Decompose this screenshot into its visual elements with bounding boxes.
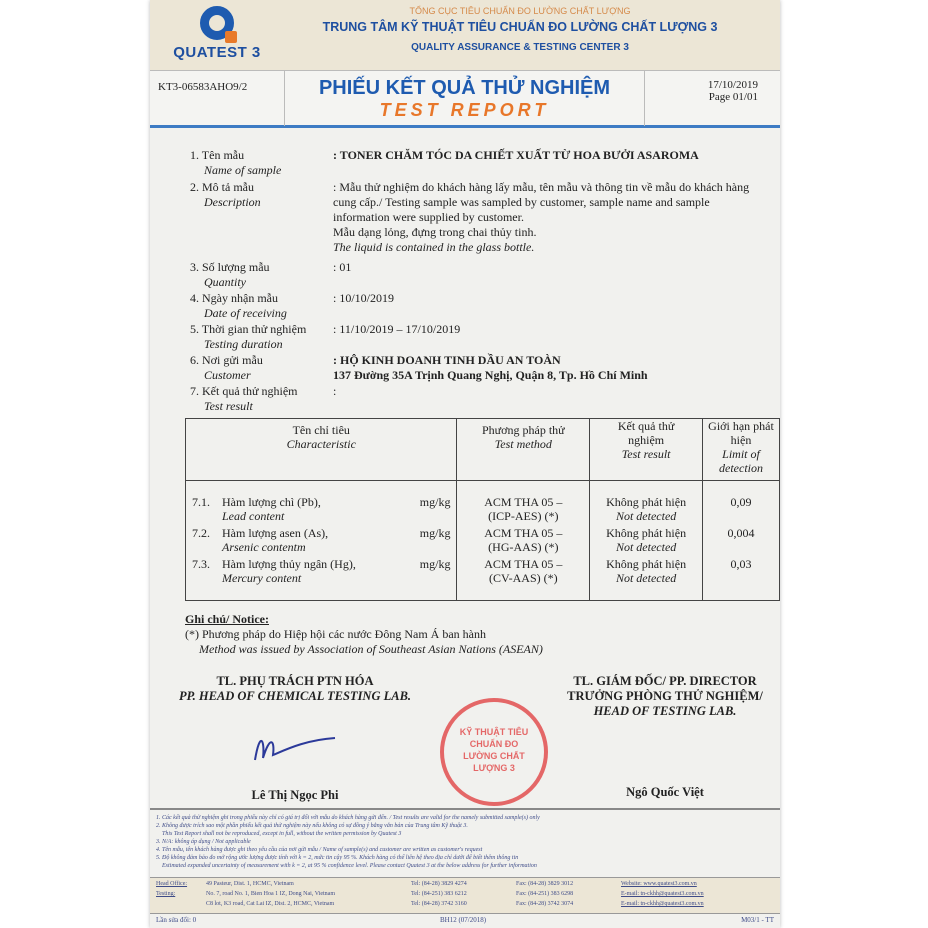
quatest-logo: QUATEST 3 bbox=[172, 6, 262, 61]
table-row-result: Không phát hiện Not detected bbox=[606, 557, 687, 585]
results-table bbox=[185, 418, 780, 601]
table-row-result: Không phát hiện Not detected bbox=[606, 495, 687, 523]
table-row-result: Không phát hiện Not detected bbox=[606, 526, 687, 554]
letterhead bbox=[150, 0, 780, 70]
office-row: C8 lot, K3 road, Cat Lai IZ, Dist. 2, HCMC, Vietnam Tel: (84-28) 3742 3160 Fax: (84-28) 3742 3074 E-mail: tn-ckhh@quatest3.com.vn bbox=[206, 901, 704, 907]
org-parent: TỔNG CỤC TIÊU CHUẨN ĐO LƯỜNG CHẤT LƯỢNG bbox=[409, 6, 631, 16]
official-stamp: KỸ THUẬT TIÊU CHUẨN ĐO LƯỜNG CHẤT LƯỢNG 3 bbox=[440, 698, 548, 806]
title-band bbox=[150, 70, 780, 128]
notice: Ghi chú/ Notice: (*) Phương pháp do Hiệp hội các nước Đông Nam Á ban hành Method was issued by Association of Southeast Asian Nations (ASEAN) bbox=[185, 612, 543, 656]
item-customer: 6. Nơi gửi mẫu Customer : HỘ KINH DOANH TINH DẦU AN TOÀN 137 Đường 35A Trịnh Quang Nghị, Quận 8, Tp. Hồ Chí Minh bbox=[190, 353, 648, 382]
table-row-method: ACM THA 05 – (CV-AAS) (*) bbox=[484, 557, 563, 585]
signature-right: TL. GIÁM ĐỐC/ PP. DIRECTOR TRƯỞNG PHÒNG THỬ NGHIỆM/ HEAD OF TESTING LAB. Ngô Quốc Việt bbox=[567, 674, 763, 799]
office-link[interactable]: E-mail: tn-ckhh@quatest3.com.vn bbox=[621, 901, 704, 907]
item-test-result: 7. Kết quả thử nghiệm Test result : bbox=[190, 384, 337, 413]
item-description: 2. Mô tả mẫu Description : Mẫu thử nghiệm do khách hàng lấy mẫu, tên mẫu và thông tin về mẫu do khách hàng cung cấp./ Testing sample was sampled by customer, sample name and sample information were supplied by customer. Mẫu dạng lỏng, đựng trong chai thủy tinh. The liquid is contained in the glass bottle. bbox=[190, 180, 750, 254]
report-title: PHIẾU KẾT QUẢ THỬ NGHIỆM TEST REPORT bbox=[285, 71, 645, 126]
table-row-characteristic: 7.1. Hàm lượng chì (Pb), mg/kg Lead content bbox=[192, 495, 451, 523]
table-row-lod: 0,03 bbox=[730, 557, 752, 571]
item-quantity: 3. Số lượng mẫu Quantity : 01 bbox=[190, 260, 352, 289]
table-row-method: ACM THA 05 – (HG-AAS) (*) bbox=[484, 526, 563, 554]
office-addresses bbox=[150, 877, 780, 913]
report-code: KT3-06583AHO9/2 bbox=[150, 71, 285, 126]
table-body bbox=[186, 481, 780, 601]
report-date: 17/10/2019 Page 01/01 bbox=[707, 79, 758, 103]
sample-info bbox=[190, 148, 780, 415]
office-row: Head Office: 49 Pasteur, Dist. 1, HCMC, Vietnam Tel: (84-28) 3829 4274 Fax: (84-28) 3829 3012 Website: www.quatest3.com.vn bbox=[156, 881, 697, 887]
table-row-characteristic: 7.2. Hàm lượng asen (As), mg/kg Arsenic contentm bbox=[192, 526, 451, 554]
signature-scribble-icon bbox=[235, 720, 355, 770]
table-row-lod: 0,09 bbox=[730, 495, 752, 509]
table-header: Tên chỉ tiêu Characteristic Phương pháp thử Test method Kết quả thử nghiệm Test result Giới hạn phát hiện Limit of detection bbox=[186, 419, 780, 481]
org-name: TRUNG TÂM KỸ THUẬT TIÊU CHUẨN ĐO LƯỜNG CHẤT LƯỢNG 3 bbox=[322, 20, 718, 34]
office-link[interactable]: Website: www.quatest3.com.vn bbox=[621, 881, 697, 887]
item-duration: 5. Thời gian thử nghiệm Testing duration : 11/10/2019 – 17/10/2019 bbox=[190, 322, 461, 351]
test-report-document bbox=[150, 0, 780, 928]
item-date-received: 4. Ngày nhận mẫu Date of receiving : 10/10/2019 bbox=[190, 291, 395, 320]
office-link[interactable]: E-mail: tn-ckhh@quatest3.com.vn bbox=[621, 891, 704, 897]
signature-left: TL. PHỤ TRÁCH PTN HÓA PP. HEAD OF CHEMICAL TESTING LAB. Lê Thị Ngọc Phi bbox=[178, 674, 412, 802]
office-row: Testing: No. 7, road No. 1, Bien Hoa 1 IZ, Dong Nai, Vietnam Tel: (84-251) 383 6212 Fax: (84-251) 383 6298 E-mail: tn-ckhh@quatest3.com.vn bbox=[156, 891, 704, 897]
table-row-method: ACM THA 05 – (ICP-AES) (*) bbox=[484, 495, 563, 523]
table-row-lod: 0,004 bbox=[727, 526, 755, 540]
table-row-characteristic: 7.3. Hàm lượng thủy ngân (Hg), mg/kg Mercury content bbox=[192, 557, 451, 585]
footer-bottom: Lần sửa đổi: 0 BH12 (07/2018) M03/1 - TT bbox=[150, 913, 780, 926]
org-name-en: QUALITY ASSURANCE & TESTING CENTER 3 bbox=[411, 42, 629, 53]
item-name: 1. Tên mẫu Name of sample : TONER CHĂM TÓC DA CHIẾT XUẤT TỪ HOA BƯỞI ASAROMA bbox=[190, 148, 699, 177]
footer-notes: 1. Các kết quả thử nghiệm ghi trong phiếu này chỉ có giá trị đối với mẫu do khách hàng gửi đến. / Test results are valid for the namely submitted sample(s) only 2. Không được trích sao một phần phiếu kết quả thử nghiệm này nếu không có sự đồng ý bằng văn bản của Trung tâm Kỹ thuật 3. This Test Report shall not be reproduced, except in full, without the written permission by Quatest 3 3. N/A: không áp dụng / Not applicable 4. Tên mẫu, tên khách hàng được ghi theo yêu cầu của nơi gửi mẫu / Name of sample(s) and customer are written as customer's request 5. Độ không đảm bảo đo mở rộng ước lượng được tính với k = 2, mức tin cậy 95 %. Khách hàng có thể liên hệ theo địa chỉ dưới để biết thêm thông tin Estimated expanded uncertainty of measurement with k = 2, at 95 % confidence level. Please contact Quatest 3 at the below address for further information bbox=[150, 808, 780, 874]
